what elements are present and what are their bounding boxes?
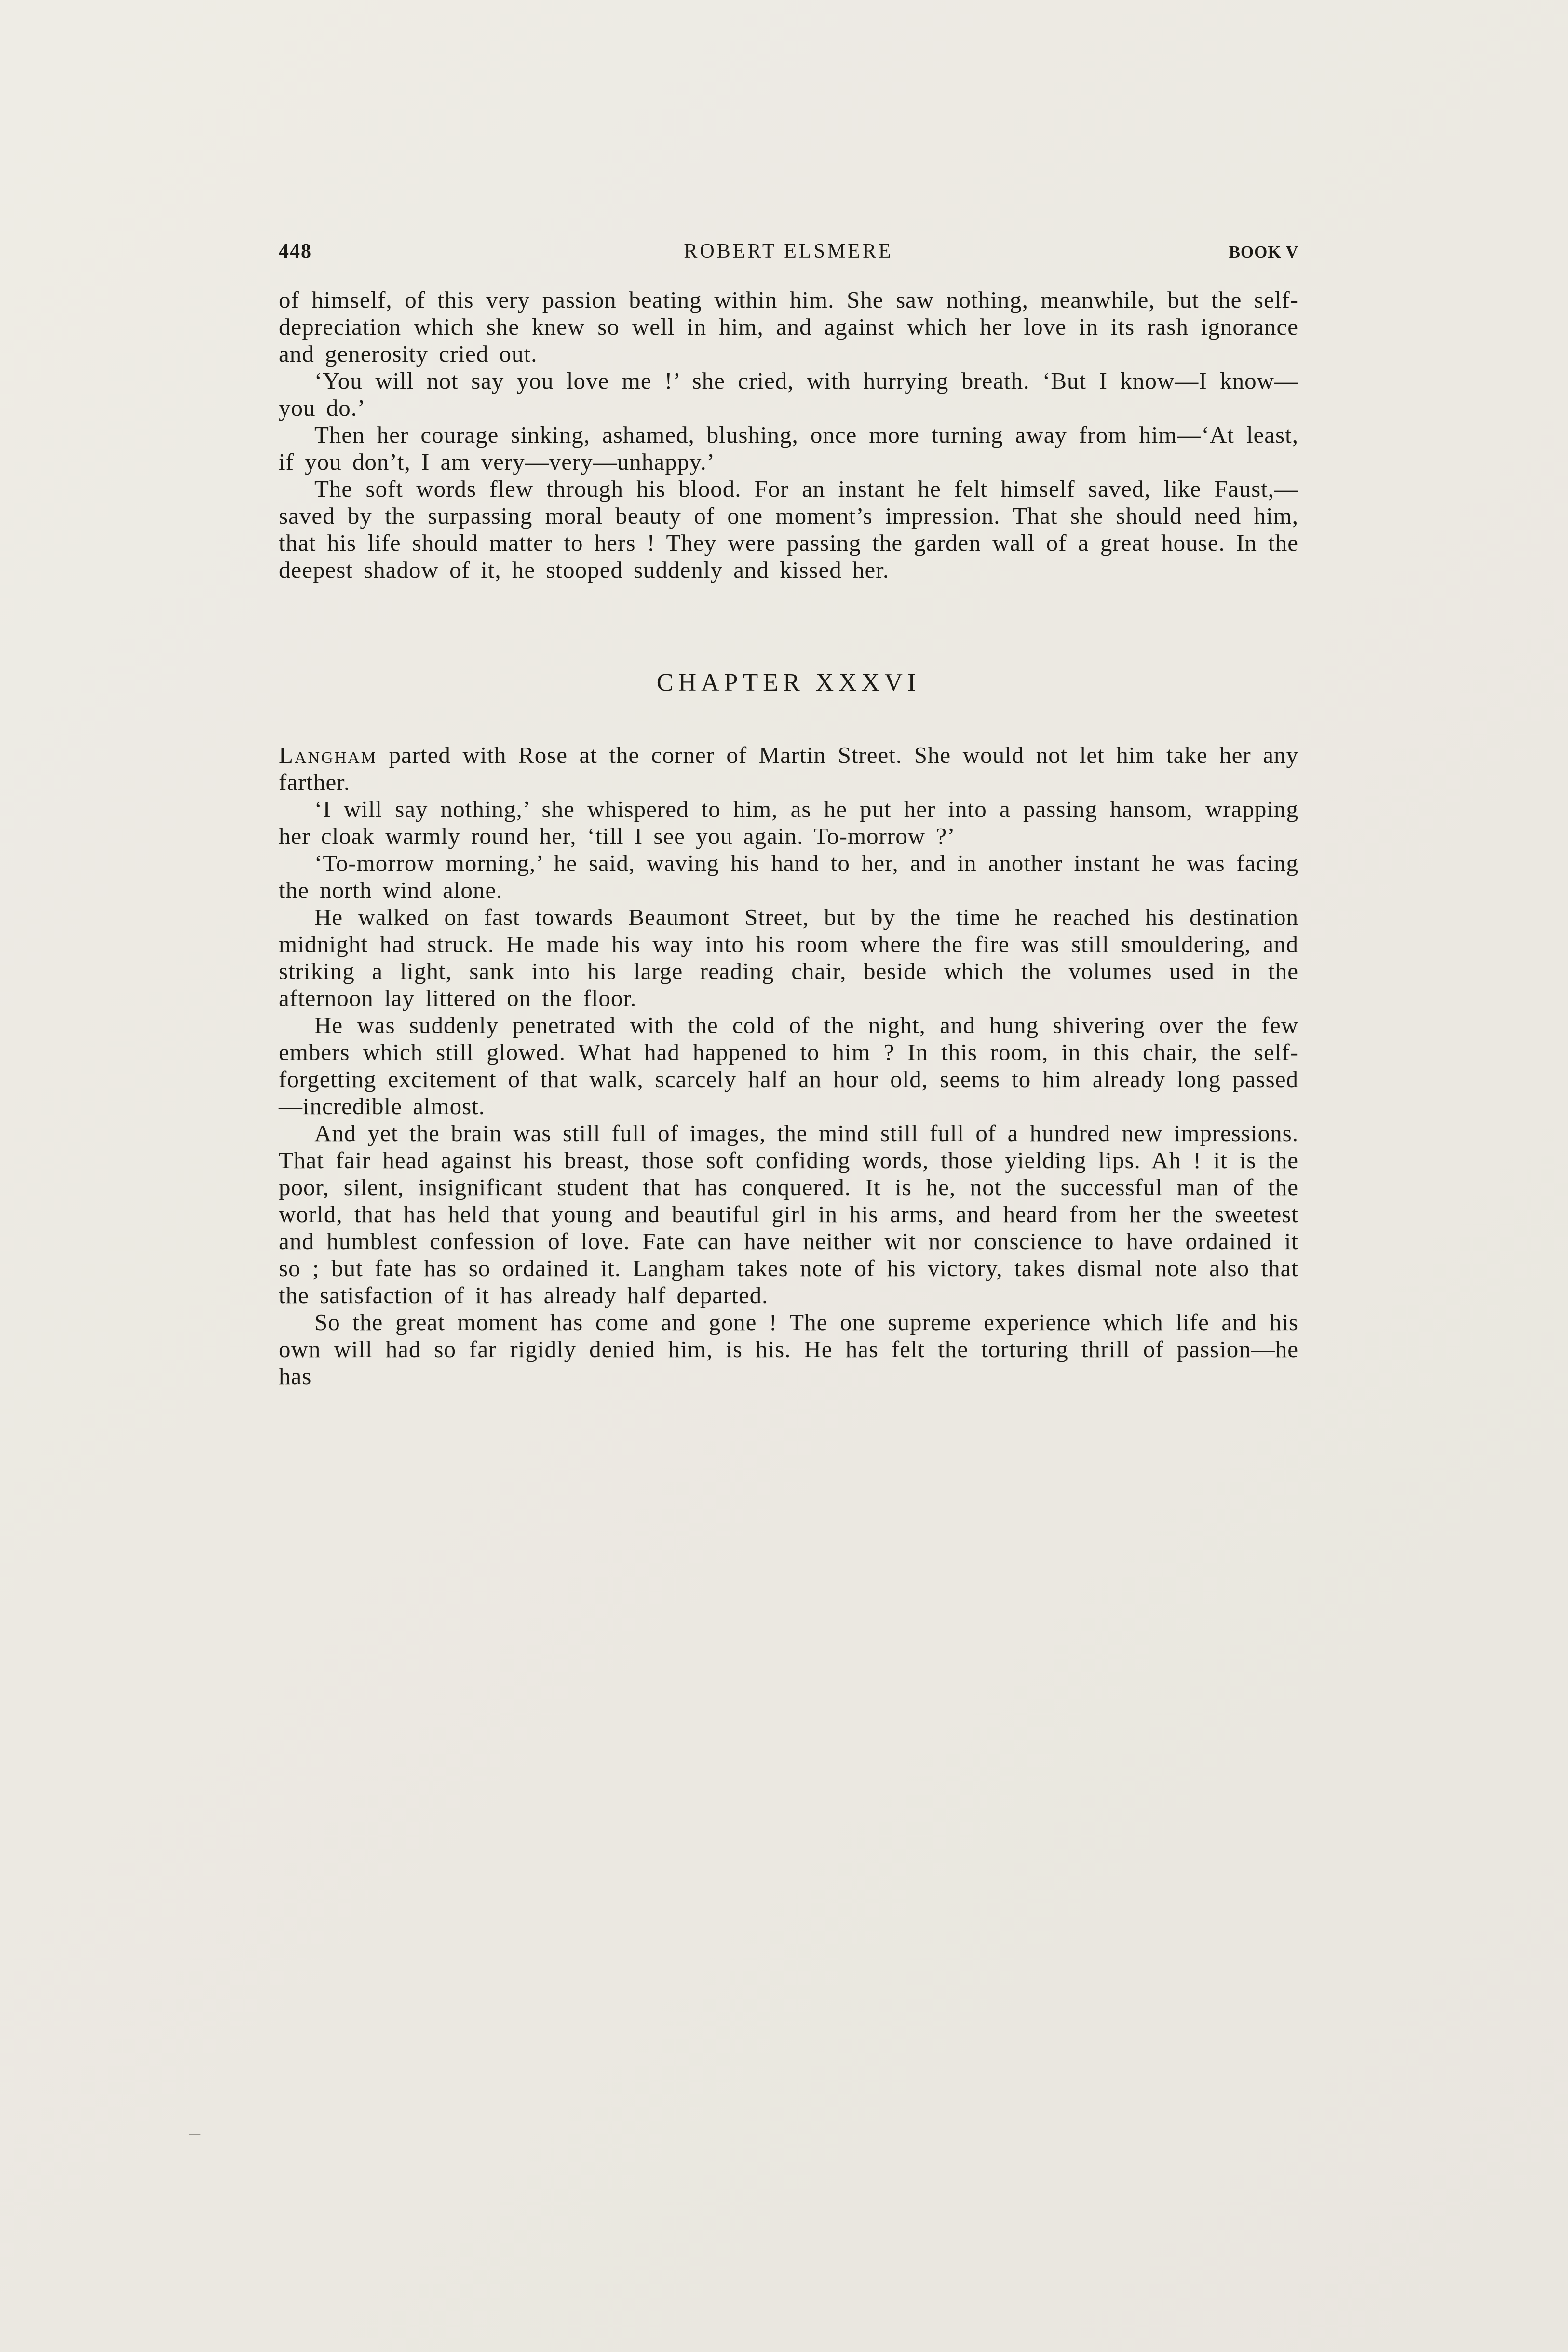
paragraph: ‘You will not say you love me !’ she cried, with hurrying breath. ‘But I know—I know—you do.’ <box>279 367 1298 421</box>
paragraph: So the great moment has come and gone ! The one supreme experience which life and his own will had so far rigidly denied him, is his. He has felt the torturing thrill of passion—he has <box>279 1309 1298 1389</box>
paragraph: of himself, of this very passion beating within him. She saw nothing, meanwhile, but the self-depreciation which she knew so well in him, and against which her love in its rash ignorance and generosity cried out. <box>279 286 1298 367</box>
section-2 <box>279 742 1298 1390</box>
book-label: BOOK V <box>1229 243 1298 261</box>
paragraph: ‘I will say nothing,’ she whispered to him, as he put her into a passing hansom, wrapping her cloak warmly round her, ‘till I see you again. To-morrow ?’ <box>279 796 1298 849</box>
page-number: 448 <box>279 240 312 262</box>
paragraph: Langham parted with Rose at the corner of Martin Street. She would not let him take her any farther. <box>279 742 1298 795</box>
paragraph: The soft words flew through his blood. For an instant he felt himself saved, like Faust,—saved by the surpassing moral beauty of one moment’s impression. That she should need him, that his life should matter to hers ! They were passing the garden wall of a great house. In the deepest shadow of it, he stooped suddenly and kissed her. <box>279 476 1298 583</box>
chapter-heading: CHAPTER XXXVI <box>656 669 921 696</box>
running-title: ROBERT ELSMERE <box>684 240 893 262</box>
section-1 <box>279 286 1298 584</box>
paragraph: And yet the brain was still full of images, the mind still full of a hundred new impressions. That fair head against his breast, those soft confiding words, those yielding lips. Ah ! it is the poor, silent, insignificant student that has conquered. It is he, not the successful man of the world, that has held that young and beautiful girl in his arms, and heard from her the sweetest and humblest confession of love. Fate can have neither wit nor conscience to have ordained it so ; but fate has so ordained it. Langham takes note of his victory, takes dismal note also that the satisfaction of it has already half departed. <box>279 1120 1298 1308</box>
paragraph: He was suddenly penetrated with the cold of the night, and hung shivering over the few embers which still glowed. What had happened to him ? In this room, in this chair, the self-forgetting excitement of that walk, scarcely half an hour old, seems to him already long passed—incredible almost. <box>279 1012 1298 1119</box>
small-caps-lead: Langham <box>279 742 377 768</box>
paragraph: ‘To-morrow morning,’ he said, waving his hand to her, and in another instant he was facing the north wind alone. <box>279 850 1298 903</box>
margin-mark: – <box>189 2120 200 2144</box>
paragraph: Then her courage sinking, ashamed, blushing, once more turning away from him—‘At least, if you don’t, I am very—very—unhappy.’ <box>279 421 1298 475</box>
paragraph: He walked on fast towards Beaumont Street, but by the time he reached his destination midnight had struck. He made his way into his room where the fire was still smouldering, and striking a light, sank into his large reading chair, beside which the volumes used in the afternoon lay littered on the floor. <box>279 904 1298 1011</box>
running-header <box>279 241 1298 261</box>
text-block <box>279 241 1298 1390</box>
